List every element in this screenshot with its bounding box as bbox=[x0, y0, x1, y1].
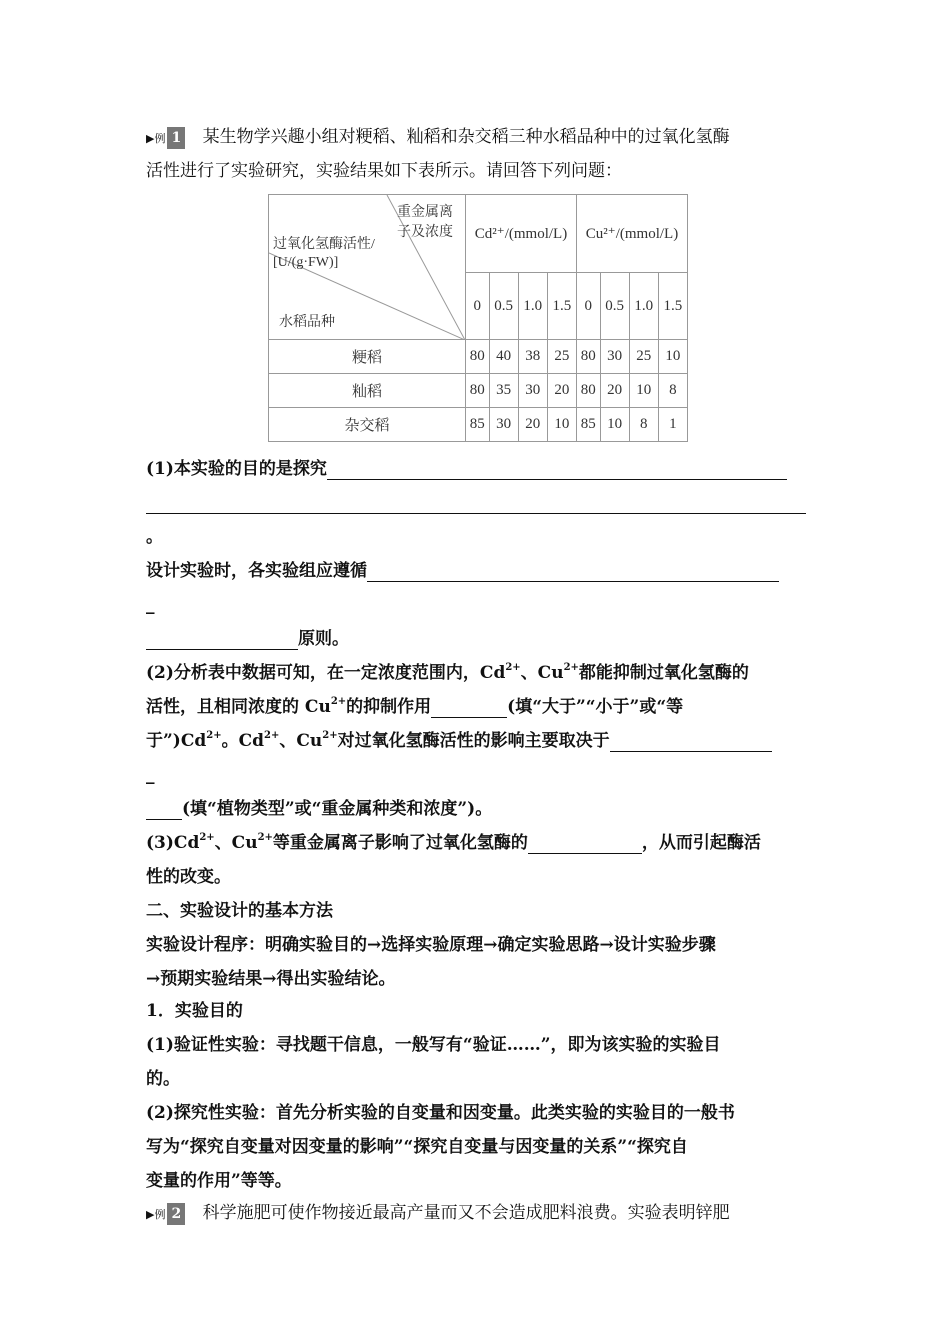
q2-underscore: _ bbox=[146, 765, 155, 785]
answer-blank[interactable] bbox=[367, 563, 779, 582]
q3-line1: $(3)Cd^{2+}$、$Cu^{2+}$等重金属离子影响了过氧化氢酶的 ，从而引起酶活 bbox=[146, 832, 761, 853]
answer-blank[interactable] bbox=[146, 495, 806, 514]
section2-e1: (2)探究性实验：首先分析实验的自变量和因变量。此类实验的实验目的一般书 bbox=[146, 1103, 735, 1123]
answer-blank[interactable] bbox=[610, 733, 772, 752]
example-badge: ▶例 2 bbox=[146, 1203, 185, 1226]
section2-h1: 1．实验目的 bbox=[146, 1001, 243, 1021]
example1-line2: 活性进行了实验研究，实验结果如下表所示。请回答下列问题： bbox=[146, 161, 622, 181]
cd-group-header: Cd²⁺/(mmol/L) bbox=[466, 195, 577, 273]
answer-blank[interactable] bbox=[146, 801, 182, 820]
q1-line2 bbox=[146, 492, 806, 514]
enzyme-activity-table bbox=[268, 194, 688, 442]
table-diagonal-header: 重金属离 子及浓度 过氧化氢酶活性/ [U/(g·FW)] 水稻品种 bbox=[269, 195, 466, 340]
q1-design: 设计实验时，各实验组应遵循 bbox=[146, 560, 779, 582]
q2-line1: (2)分析表中数据可知，在一定浓度范围内，$Cd^{2+}$、$Cu^{2+}$都能抑制过氧化氢酶的 bbox=[146, 662, 749, 683]
section2-e3: 变量的作用”等等。 bbox=[146, 1171, 292, 1191]
section2-v2: 的。 bbox=[146, 1069, 180, 1089]
answer-blank[interactable] bbox=[431, 699, 507, 718]
answer-blank[interactable] bbox=[528, 835, 642, 854]
example-badge: ▶例 1 bbox=[146, 127, 185, 150]
example2-line1: ▶例 2 科学施肥可使作物接近最高产量而又不会造成肥料浪费。实验表明锌肥 bbox=[146, 1202, 730, 1226]
answer-blank[interactable] bbox=[327, 461, 787, 480]
section2-title: 二、实验设计的基本方法 bbox=[146, 901, 333, 921]
section2-v1: (1)验证性实验：寻找题干信息，一般写有“验证……”，即为该实验的实验目 bbox=[146, 1035, 721, 1055]
q2-line2: 活性，且相同浓度的 $Cu^{2+}$的抑制作用 (填“大于”“小于”或“等 bbox=[146, 696, 684, 717]
q3-line2: 性的改变。 bbox=[146, 867, 231, 887]
section2-p1: 实验设计程序：明确实验目的→选择实验原理→确定实验思路→设计实验步骤 bbox=[146, 935, 716, 955]
q1-line1: (1)本实验的目的是探究 bbox=[146, 458, 787, 480]
section2-e2: 写为“探究自变量对因变量的影响”“探究自变量与因变量的关系”“探究自 bbox=[146, 1137, 688, 1157]
answer-blank[interactable] bbox=[146, 631, 298, 650]
section2-p2: →预期实验结果→得出实验结论。 bbox=[146, 969, 396, 989]
cu-group-header: Cu²⁺/(mmol/L) bbox=[576, 195, 687, 273]
concentration-row: 0 0.5 1.0 1.5 0 0.5 1.0 1.5 bbox=[269, 273, 688, 340]
q1-underscore: _ bbox=[146, 595, 155, 615]
q2-line3: 于$”)Cd^{2+}$。$Cd^{2+}$、$Cu^{2+}$对过氧化氢酶活性的影响主要取决于 bbox=[146, 730, 772, 752]
q1-end: 。 bbox=[146, 527, 163, 547]
q1-principle: 原则。 bbox=[146, 628, 349, 650]
example1-line1: ▶例 1 某生物学兴趣小组对粳稻、籼稻和杂交稻三种水稻品种中的过氧化氢酶 bbox=[146, 126, 730, 150]
q2-line5: (填“植物类型”或“重金属种类和浓度”)。 bbox=[146, 798, 492, 820]
table-row: 粳稻 80 40 38 25 80 30 25 10 bbox=[269, 340, 688, 374]
table-row: 籼稻 80 35 30 20 80 20 10 8 bbox=[269, 374, 688, 408]
table-row: 杂交稻 85 30 20 10 85 10 8 1 bbox=[269, 408, 688, 442]
